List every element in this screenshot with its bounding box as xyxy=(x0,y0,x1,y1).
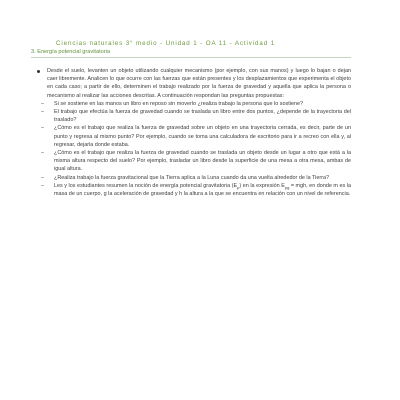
dash-icon: – xyxy=(41,100,45,107)
document-header: Ciencias naturales 3° medio - Unidad 1 - OA 11 - Actividad 1 xyxy=(56,40,276,47)
question-item xyxy=(36,100,351,108)
question-item xyxy=(36,149,351,174)
question-text: ¿Cómo es el trabajo que realiza la fuerza de gravedad cuando se traslada un objeto desde un lugar a otro que está a la misma altura respecto del suelo? Por ejemplo, trasladar un libro desde la superficie de una mesa a otra mesa, ambas de igual altura. xyxy=(54,150,351,173)
question-list xyxy=(36,100,351,198)
summary-text-start: Les y los estudiantes resumen la noción de energía potencial gravitatoria (E xyxy=(54,182,238,189)
dash-icon: – xyxy=(41,125,45,132)
bullet-icon xyxy=(37,70,40,73)
question-text: Si se sostiene en las manos un libro en reposo sin moverlo ¿realiza trabajo la persona que lo sostiene? xyxy=(54,100,304,107)
question-item xyxy=(36,174,351,182)
question-text: ¿Realiza trabajo la fuerza gravitacional que la Tierra aplica a la Luna cuando da una vuelta alrededor de la Tierra? xyxy=(54,174,330,181)
activity-content xyxy=(31,67,351,198)
formula-subscript: pg xyxy=(284,184,290,190)
formula-subscript: p xyxy=(237,184,240,190)
question-item xyxy=(36,108,351,124)
summary-text-end: = mgh, en donde m es la masa de un cuerpo, g la aceleración de gravedad y h la altura a la que se encuentra en relación con un nivel de referencia. xyxy=(54,182,352,198)
dash-icon: – xyxy=(41,109,45,116)
instruction-text: Desde el suelo, levanten un objeto utilizando cualquier mecanismo (por ejemplo, con sus manos) y luego lo bajan o dejan caer libremente. Analicen lo que ocurre con las fuerzas que están presentes y los desplazamientos que experimenta el objeto en cada caso; a partir de ello, determinen el trabajo realizado por la fuerza de gravedad y aquella que aplica la persona o mecanismo al realizar las acciones descritas. A continuación respondan las preguntas propuestas: xyxy=(47,68,351,99)
activity-instruction xyxy=(36,67,351,100)
section-title: 3. Energía potencial gravitatoria xyxy=(31,49,351,58)
summary-text-middle: ) en la expresión E xyxy=(239,182,285,189)
question-text: El trabajo que efectúa la fuerza de gravedad cuando se traslada un libro entre dos puntos, ¿depende de la trayectoria del traslado? xyxy=(54,109,351,124)
question-text: ¿Cómo es el trabajo que realiza la fuerza de gravedad sobre un objeto en una trayectoria cerrada, es decir, parte de un punto y regresa al mismo punto? Por ejemplo, cuando se toma una calculadora de escritorio para ir a recreo con ella y, al regresar, dejarla donde estaba. xyxy=(54,125,351,148)
summary-item xyxy=(36,182,351,198)
question-item xyxy=(36,124,351,149)
dash-icon: – xyxy=(41,150,45,157)
dash-icon: – xyxy=(41,182,45,189)
dash-icon: – xyxy=(41,174,45,181)
